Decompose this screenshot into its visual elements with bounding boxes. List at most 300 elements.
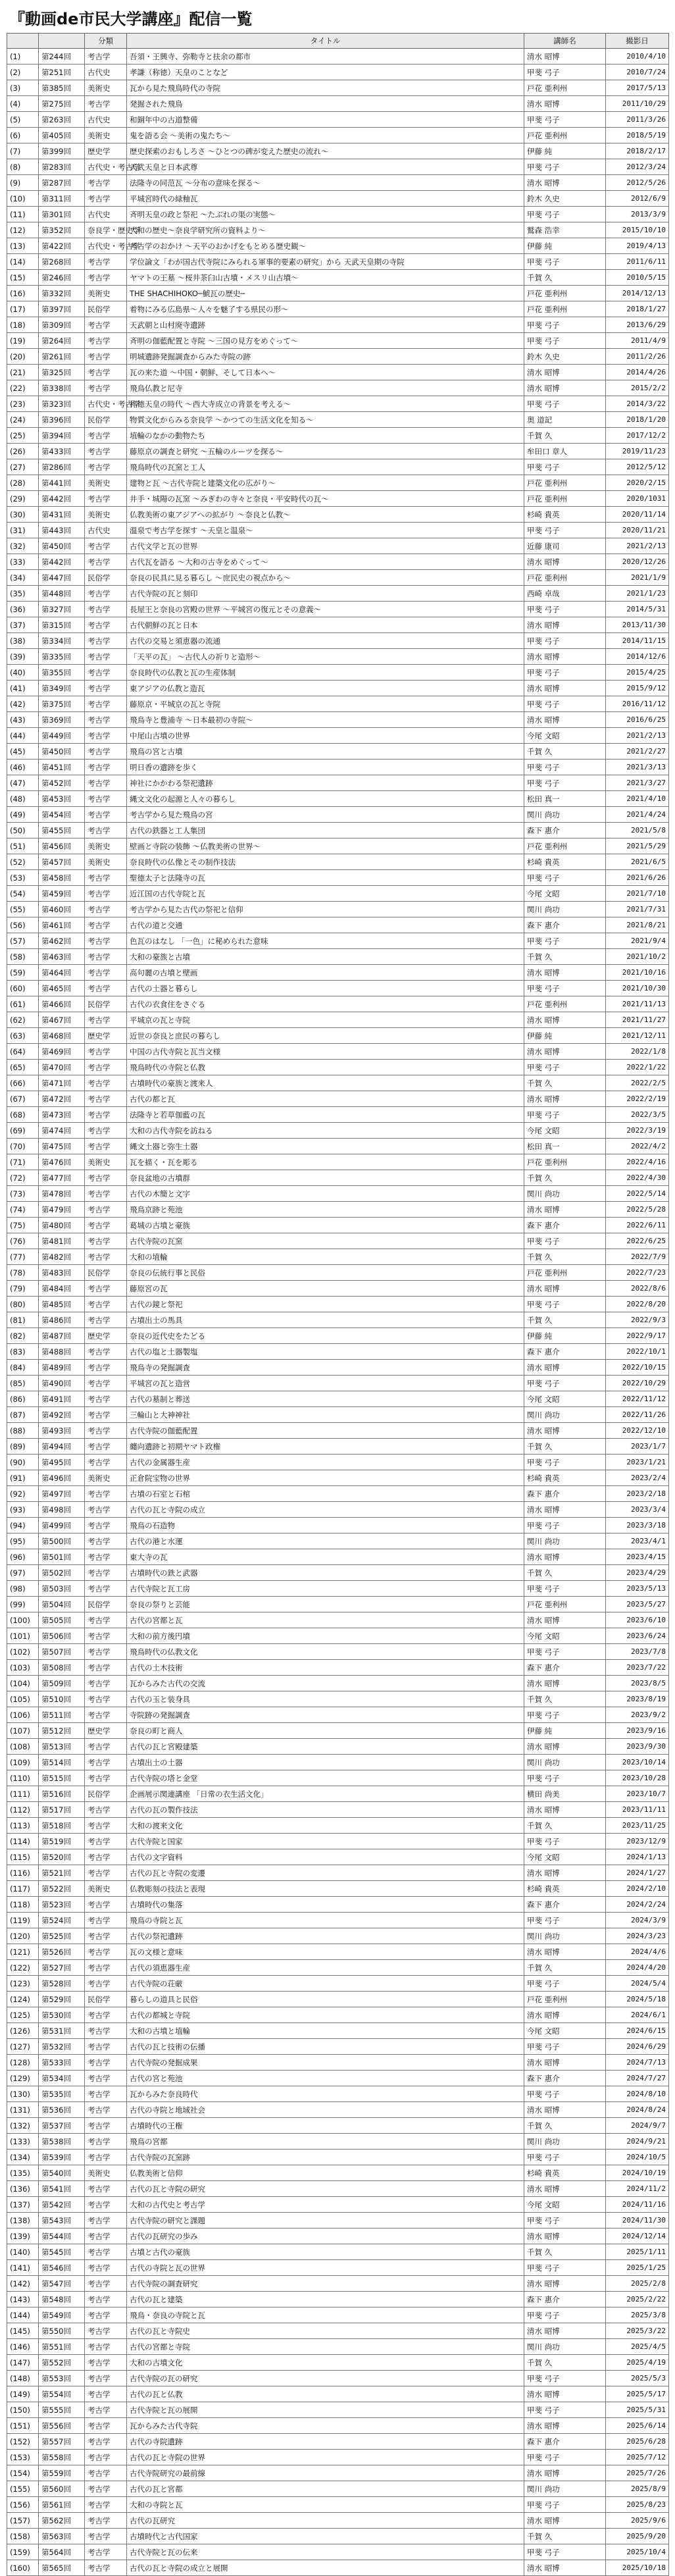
table-row [7, 1849, 669, 1865]
row-number: (75) [7, 1218, 39, 1233]
lecturer-name: 杉崎 貴英 [524, 1470, 606, 1486]
lecturer-name: 清水 昭博 [524, 2465, 606, 2481]
lecture-title: 古代の土器と暮らし [127, 981, 524, 996]
table-row [7, 396, 669, 412]
session-number: 第301回 [39, 207, 85, 222]
lecture-title: 古代の瓦と寺院の成立 [127, 1502, 524, 1518]
category: 民俗学 [85, 301, 127, 317]
category: 考古学 [85, 1565, 127, 1581]
category: 民俗学 [85, 1265, 127, 1281]
table-row [7, 270, 669, 286]
recording-date: 2020/2/15 [606, 475, 669, 491]
session-number: 第516回 [39, 1786, 85, 1802]
session-number: 第503回 [39, 1581, 85, 1597]
lecturer-name: 戸花 亜利州 [524, 491, 606, 507]
category: 考古学 [85, 2134, 127, 2150]
row-number: (105) [7, 1691, 39, 1707]
lecture-title: 建物と瓦 ～古代寺院と建築文化の広がり～ [127, 475, 524, 491]
recording-date: 2021/8/21 [606, 917, 669, 933]
table-row [7, 2213, 669, 2228]
category: 美術史 [85, 1470, 127, 1486]
table-row [7, 1660, 669, 1676]
session-number: 第457回 [39, 854, 85, 870]
row-number: (116) [7, 1865, 39, 1881]
session-number: 第563回 [39, 2529, 85, 2544]
lecture-title: 飛鳥の寺院と瓦 [127, 1913, 524, 1928]
session-number: 第561回 [39, 2497, 85, 2513]
table-row [7, 538, 669, 554]
lecturer-name: 戸花 亜利州 [524, 301, 606, 317]
row-number: (152) [7, 2434, 39, 2450]
lecture-title: THE SHACHIHOKO─鯱瓦の歴史─ [127, 286, 524, 301]
lecturer-name: 清水 昭博 [524, 96, 606, 112]
category: 美術史 [85, 128, 127, 143]
row-number: (1) [7, 49, 39, 64]
lecture-title: 古代の交易と須恵器の流通 [127, 633, 524, 649]
lecturer-name: 千賀 久 [524, 2355, 606, 2371]
category: 考古学 [85, 2560, 127, 2576]
category: 美術史 [85, 507, 127, 523]
category: 考古学 [85, 1107, 127, 1123]
table-row [7, 823, 669, 838]
table-row [7, 1154, 669, 1170]
lecture-title: 古代寺院の瓦の研究 [127, 2371, 524, 2386]
lecturer-name: 清水 昭博 [524, 2276, 606, 2292]
lecture-title: 着物にみる広島県～人々を魅了する県民の形～ [127, 301, 524, 317]
recording-date: 2021/9/4 [606, 933, 669, 949]
lecture-title: 天武天皇と日本武尊 [127, 159, 524, 175]
session-number: 第396回 [39, 412, 85, 428]
category: 考古学 [85, 1044, 127, 1060]
lecture-title: 近世の奈良と庶民の暮らし [127, 1028, 524, 1044]
category: 考古学 [85, 1834, 127, 1849]
table-row [7, 1581, 669, 1597]
table-row [7, 96, 669, 112]
table-row [7, 128, 669, 143]
lecturer-name: 戸花 亜利州 [524, 80, 606, 96]
recording-date: 2024/3/9 [606, 1913, 669, 1928]
lecture-title: 古代の須恵器生産 [127, 1960, 524, 1976]
category: 考古学 [85, 2339, 127, 2355]
session-number: 第397回 [39, 301, 85, 317]
session-number: 第327回 [39, 602, 85, 617]
lecturer-name: 甲斐 弓子 [524, 1455, 606, 1470]
session-number: 第465回 [39, 981, 85, 996]
session-number: 第509回 [39, 1676, 85, 1691]
session-number: 第460回 [39, 902, 85, 917]
recording-date: 2022/5/14 [606, 1186, 669, 1202]
lecturer-name: 甲斐 弓子 [524, 870, 606, 886]
category: 考古学 [85, 1518, 127, 1533]
category: 考古学 [85, 1233, 127, 1249]
category: 考古学 [85, 2039, 127, 2055]
table-row [7, 207, 669, 222]
table-row [7, 286, 669, 301]
lecturer-name: 清水 昭博 [524, 617, 606, 633]
session-number: 第483回 [39, 1265, 85, 1281]
category: 考古学 [85, 1297, 127, 1312]
lecture-title: 東アジアの仏教と造瓦 [127, 681, 524, 696]
recording-date: 2022/12/10 [606, 1423, 669, 1439]
recording-date: 2011/10/29 [606, 96, 669, 112]
session-number: 第493回 [39, 1423, 85, 1439]
category: 考古学 [85, 728, 127, 744]
table-row [7, 1123, 669, 1139]
table-row [7, 712, 669, 728]
lecturer-name: 今尾 文昭 [524, 2197, 606, 2213]
category: 考古学 [85, 96, 127, 112]
table-row [7, 2307, 669, 2323]
table-row [7, 1533, 669, 1549]
table-row [7, 617, 669, 633]
lecture-title: 平城宮の瓦と造営 [127, 1376, 524, 1391]
session-number: 第468回 [39, 1028, 85, 1044]
recording-date: 2020/11/14 [606, 507, 669, 523]
lecture-title: 古代文学と瓦の世界 [127, 538, 524, 554]
category: 考古学 [85, 1818, 127, 1834]
lecture-title: 大和の寺院と瓦 [127, 2497, 524, 2513]
lecturer-name: 千賀 久 [524, 1312, 606, 1328]
session-number: 第518回 [39, 1818, 85, 1834]
session-number: 第539回 [39, 2150, 85, 2165]
table-row [7, 1265, 669, 1281]
category: 考古学 [85, 2197, 127, 2213]
session-number: 第565回 [39, 2560, 85, 2576]
category: 考古学 [85, 2497, 127, 2513]
category: 考古学 [85, 2150, 127, 2165]
category: 考古学 [85, 1075, 127, 1091]
lecture-title: 古代の港と水運 [127, 1533, 524, 1549]
row-number: (10) [7, 191, 39, 207]
lecturer-name: 清水 昭博 [524, 365, 606, 380]
session-number: 第474回 [39, 1123, 85, 1139]
table-row [7, 1913, 669, 1928]
table-row [7, 633, 669, 649]
lecturer-name: 甲斐 弓子 [524, 2402, 606, 2418]
session-number: 第512回 [39, 1723, 85, 1739]
recording-date: 2022/4/30 [606, 1170, 669, 1186]
session-number: 第467回 [39, 1012, 85, 1028]
lecture-title: 古代の瓦の製作技法 [127, 1802, 524, 1818]
session-number: 第475回 [39, 1139, 85, 1154]
lecturer-name: 今尾 文昭 [524, 1628, 606, 1644]
lecturer-name: 戸花 亜利州 [524, 838, 606, 854]
lecturer-name: 伊藤 純 [524, 143, 606, 159]
table-row [7, 491, 669, 507]
category: 考古学 [85, 191, 127, 207]
row-number: (136) [7, 2181, 39, 2197]
lecture-title: 古代寺院と瓦の展開 [127, 2402, 524, 2418]
lecturer-name: 森下 惠介 [524, 1218, 606, 1233]
lecture-title: 古墳時代の王権 [127, 2118, 524, 2134]
session-number: 第375回 [39, 696, 85, 712]
recording-date: 2012/3/24 [606, 159, 669, 175]
table-row [7, 2418, 669, 2434]
session-number: 第534回 [39, 2071, 85, 2086]
category: 考古学 [85, 2181, 127, 2197]
recording-date: 2019/4/13 [606, 238, 669, 254]
category: 考古学 [85, 444, 127, 459]
session-number: 第355回 [39, 665, 85, 681]
session-number: 第526回 [39, 1944, 85, 1960]
recording-date: 2018/5/19 [606, 128, 669, 143]
lecturer-name: 甲斐 弓子 [524, 2307, 606, 2323]
row-number: (53) [7, 870, 39, 886]
session-number: 第560回 [39, 2481, 85, 2497]
lecture-title: 古代の瓦と技術の伝播 [127, 2039, 524, 2055]
recording-date: 2022/1/8 [606, 1044, 669, 1060]
row-number: (154) [7, 2465, 39, 2481]
lecturer-name: 戸花 亜利州 [524, 1597, 606, 1612]
row-number: (40) [7, 665, 39, 681]
session-number: 第511回 [39, 1707, 85, 1723]
lecturer-name: 鷲森 浩幸 [524, 222, 606, 238]
session-number: 第531回 [39, 2023, 85, 2039]
recording-date: 2012/6/9 [606, 191, 669, 207]
lecture-title: 平城宮時代の緑釉瓦 [127, 191, 524, 207]
lecture-title: 古代の瓦研究 [127, 2513, 524, 2529]
category: 美術史 [85, 80, 127, 96]
row-number: (42) [7, 696, 39, 712]
table-row [7, 1233, 669, 1249]
table-row [7, 1707, 669, 1723]
table-row [7, 1376, 669, 1391]
row-number: (120) [7, 1928, 39, 1944]
category: 考古学 [85, 1644, 127, 1660]
category: 美術史 [85, 286, 127, 301]
lecturer-name: 清水 昭博 [524, 1091, 606, 1107]
lecture-title: 古代寺院の塔と金堂 [127, 1770, 524, 1786]
lecturer-name: 千賀 久 [524, 270, 606, 286]
category: 考古学 [85, 933, 127, 949]
category: 考古学 [85, 380, 127, 396]
header-lecturer: 講師名 [524, 34, 606, 49]
category: 考古学 [85, 2418, 127, 2434]
lecture-title: 古代寺院の研究と課題 [127, 2213, 524, 2228]
session-number: 第480回 [39, 1218, 85, 1233]
table-row [7, 1075, 669, 1091]
category: 考古学 [85, 2023, 127, 2039]
lecturer-name: 今尾 文昭 [524, 1391, 606, 1407]
category: 考古学 [85, 665, 127, 681]
table-row [7, 775, 669, 791]
table-row [7, 1802, 669, 1818]
row-number: (65) [7, 1060, 39, 1075]
session-number: 第422回 [39, 238, 85, 254]
recording-date: 2024/12/14 [606, 2228, 669, 2244]
recording-date: 2021/2/13 [606, 538, 669, 554]
recording-date: 2014/5/31 [606, 602, 669, 617]
category: 考古学 [85, 333, 127, 349]
lecture-title: 古代の瓦と仏教 [127, 2386, 524, 2402]
lecture-title: 考古学のおかけ ～天平のおかげをもとめる歴史観～ [127, 238, 524, 254]
row-number: (20) [7, 349, 39, 365]
table-row [7, 2434, 669, 2450]
category: 考古学 [85, 1944, 127, 1960]
lecture-title: 古墳と古代の豪族 [127, 2244, 524, 2260]
table-row [7, 2386, 669, 2402]
recording-date: 2011/4/9 [606, 333, 669, 349]
lecture-title: 奈良の町と商人 [127, 1723, 524, 1739]
recording-date: 2023/7/22 [606, 1660, 669, 1676]
row-number: (140) [7, 2244, 39, 2260]
lecturer-name: 清水 昭博 [524, 1944, 606, 1960]
category: 考古学 [85, 775, 127, 791]
recording-date: 2013/11/30 [606, 617, 669, 633]
row-number: (82) [7, 1328, 39, 1344]
session-number: 第450回 [39, 744, 85, 760]
row-number: (103) [7, 1660, 39, 1676]
category: 考古学 [85, 1976, 127, 1992]
row-number: (143) [7, 2292, 39, 2307]
row-number: (108) [7, 1739, 39, 1755]
lecturer-name: 清水 昭博 [524, 2386, 606, 2402]
lecturer-name: 森下 惠介 [524, 2292, 606, 2307]
recording-date: 2021/3/13 [606, 760, 669, 775]
session-number: 第499回 [39, 1518, 85, 1533]
table-row [7, 2497, 669, 2513]
header-date: 撮影日 [606, 34, 669, 49]
category: 考古学 [85, 1913, 127, 1928]
recording-date: 2022/7/9 [606, 1249, 669, 1265]
table-row [7, 1755, 669, 1770]
lecturer-name: 甲斐 弓子 [524, 696, 606, 712]
row-number: (68) [7, 1107, 39, 1123]
category: 考古学 [85, 538, 127, 554]
lecturer-name: 甲斐 弓子 [524, 981, 606, 996]
session-number: 第431回 [39, 507, 85, 523]
category: 考古学 [85, 2402, 127, 2418]
lecturer-name: 伊藤 純 [524, 1028, 606, 1044]
row-number: (26) [7, 444, 39, 459]
session-number: 第456回 [39, 838, 85, 854]
row-number: (133) [7, 2134, 39, 2150]
table-row [7, 1391, 669, 1407]
lecture-title: 学位論文「わが国古代寺院にみられる軍事的要素の研究」から 天武天皇期の寺院 [127, 254, 524, 270]
lecture-title: 孝謙（称徳）天皇のことなど [127, 64, 524, 80]
recording-date: 2024/11/2 [606, 2181, 669, 2197]
session-number: 第553回 [39, 2371, 85, 2386]
lecture-title: 古代の瓦と建築 [127, 2292, 524, 2307]
lecture-title: 古墳出土の土器 [127, 1755, 524, 1770]
row-number: (49) [7, 807, 39, 823]
row-number: (132) [7, 2118, 39, 2134]
recording-date: 2022/5/28 [606, 1202, 669, 1218]
lecture-title: 古代の寺院と地域社会 [127, 2102, 524, 2118]
recording-date: 2024/11/16 [606, 2197, 669, 2213]
lecturer-name: 甲斐 弓子 [524, 665, 606, 681]
lecturer-name: 清水 昭博 [524, 1044, 606, 1060]
session-number: 第550回 [39, 2323, 85, 2339]
lecturer-name: 横田 尚美 [524, 1786, 606, 1802]
lecture-title: 葛城の古墳と豪族 [127, 1218, 524, 1233]
lecturer-name: 甲斐 弓子 [524, 1834, 606, 1849]
session-number: 第519回 [39, 1834, 85, 1849]
recording-date: 2022/10/15 [606, 1360, 669, 1376]
row-number: (81) [7, 1312, 39, 1328]
recording-date: 2014/4/26 [606, 365, 669, 380]
recording-date: 2025/1/11 [606, 2244, 669, 2260]
lecturer-name: 清水 昭博 [524, 1281, 606, 1297]
lecturer-name: 清水 昭博 [524, 2102, 606, 2118]
recording-date: 2024/6/1 [606, 2007, 669, 2023]
table-row [7, 1249, 669, 1265]
row-number: (113) [7, 1818, 39, 1834]
category: 考古学 [85, 1960, 127, 1976]
session-number: 第513回 [39, 1739, 85, 1755]
lecturer-name: 清水 昭博 [524, 2228, 606, 2244]
row-number: (146) [7, 2339, 39, 2355]
category: 考古学 [85, 2055, 127, 2071]
row-number: (16) [7, 286, 39, 301]
row-number: (84) [7, 1360, 39, 1376]
lecture-title: 飛鳥時代の瓦窯と工人 [127, 459, 524, 475]
category: 考古学 [85, 886, 127, 902]
category: 民俗学 [85, 412, 127, 428]
recording-date: 2024/10/19 [606, 2165, 669, 2181]
lecture-title: 吾須・王興寺、弥勒寺と扶余の都市 [127, 49, 524, 64]
table-row [7, 2544, 669, 2560]
session-number: 第450回 [39, 538, 85, 554]
lecturer-name: 清水 昭博 [524, 175, 606, 191]
table-row [7, 1628, 669, 1644]
table-row [7, 2402, 669, 2418]
table-row [7, 996, 669, 1012]
lecture-title: 天武朝と山村廃寺遺跡 [127, 317, 524, 333]
recording-date: 2024/1/13 [606, 1849, 669, 1865]
recording-date: 2021/10/2 [606, 949, 669, 965]
category: 歴史学 [85, 1028, 127, 1044]
recording-date: 2025/5/3 [606, 2371, 669, 2386]
recording-date: 2019/11/23 [606, 444, 669, 459]
session-number: 第399回 [39, 143, 85, 159]
lecture-title: 古代の鏡と祭祀 [127, 1297, 524, 1312]
row-number: (155) [7, 2481, 39, 2497]
recording-date: 2022/11/26 [606, 1407, 669, 1423]
table-row [7, 2323, 669, 2339]
lecture-title: 古代朝鮮の瓦と日本 [127, 617, 524, 633]
row-number: (86) [7, 1391, 39, 1407]
category: 考古学 [85, 949, 127, 965]
row-number: (90) [7, 1455, 39, 1470]
row-number: (51) [7, 838, 39, 854]
lecture-title: 古代の土木技術 [127, 1660, 524, 1676]
category: 考古学 [85, 1060, 127, 1075]
lecture-title: 奈良の民具に見る暮らし ～庶民史の視点から～ [127, 570, 524, 586]
table-row [7, 1865, 669, 1881]
lecture-title: 古代の祭祀遺跡 [127, 1928, 524, 1944]
category: 考古学 [85, 807, 127, 823]
table-row [7, 807, 669, 823]
session-number: 第448回 [39, 586, 85, 602]
category: 考古学 [85, 1202, 127, 1218]
category: 歴史学 [85, 1723, 127, 1739]
table-row [7, 2118, 669, 2134]
session-number: 第476回 [39, 1154, 85, 1170]
recording-date: 2021/7/10 [606, 886, 669, 902]
recording-date: 2023/6/24 [606, 1628, 669, 1644]
table-row [7, 2039, 669, 2055]
lecture-title: 古代寺院と国家 [127, 1834, 524, 1849]
lecturer-name: 清水 昭博 [524, 380, 606, 396]
table-row [7, 1770, 669, 1786]
lecturer-name: 清水 昭博 [524, 1739, 606, 1755]
category: 考古学 [85, 1865, 127, 1881]
lecturer-name: 杉崎 貴英 [524, 1881, 606, 1897]
table-row [7, 49, 669, 64]
row-number: (13) [7, 238, 39, 254]
session-number: 第264回 [39, 333, 85, 349]
